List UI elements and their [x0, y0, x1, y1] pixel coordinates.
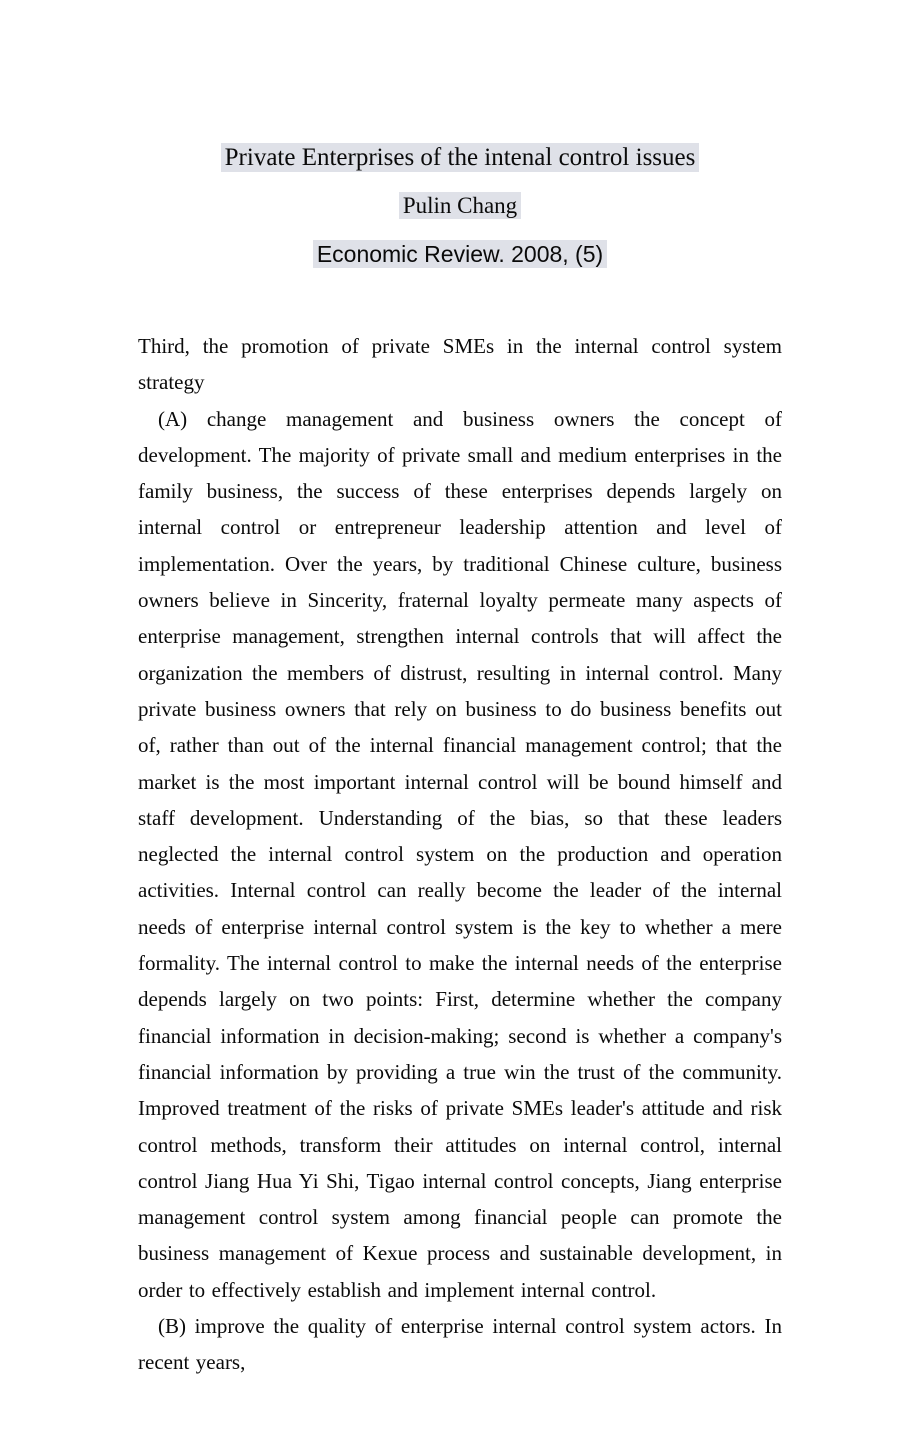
document-author: Pulin Chang: [399, 192, 521, 219]
paragraph: Third, the promotion of private SMEs in the internal control system strategy: [138, 334, 782, 395]
document-author-line: [0, 182, 920, 230]
document-header: [0, 134, 920, 278]
paragraph: (A) change management and business owners the concept of development. The majority of private small and medium enterprises in the family business, the success of these enterprises depends largely on internal control or entrepreneur leadership attention and level of implementation. Over the years, by traditional Chinese culture, business owners believe in Sincerity, fraternal loyalty permeate many aspects of enterprise management, strengthen internal controls that will affect the organization the members of distrust, resulting in internal control. Many private business owners that rely on business to do business benefits out of, rather than out of the internal financial management control; that the market is the most important internal control will be bound himself and staff development. Understanding of the bias, so that these leaders neglected the internal control system on the production and operation activities. Internal control can really become the leader of the internal needs of enterprise internal control system is the key to whether a mere formality. The internal control to make the internal needs of the enterprise depends largely on two points: First, determine whether the company financial information in decision-making; second is whether a company's financial information by providing a true win the trust of the community. Improved treatment of the risks of private SMEs leader's attitude and risk control methods, transform their attitudes on internal control, internal control Jiang Hua Yi Shi, Tigao internal control concepts, Jiang enterprise management control system among financial people can promote the business management of Kexue process and sustainable development, in order to effectively establish and implement internal control.: [138, 406, 782, 1302]
document-title-line: [0, 134, 920, 182]
document-source: Economic Review. 2008, (5): [313, 240, 607, 268]
paragraph: (B) improve the quality of enterprise internal control system actors. In recent years,: [138, 1314, 782, 1375]
document-page: [0, 134, 920, 1436]
document-source-line: [0, 230, 920, 278]
document-title: Private Enterprises of the intenal control issues: [221, 143, 700, 172]
document-body: [138, 328, 782, 1381]
